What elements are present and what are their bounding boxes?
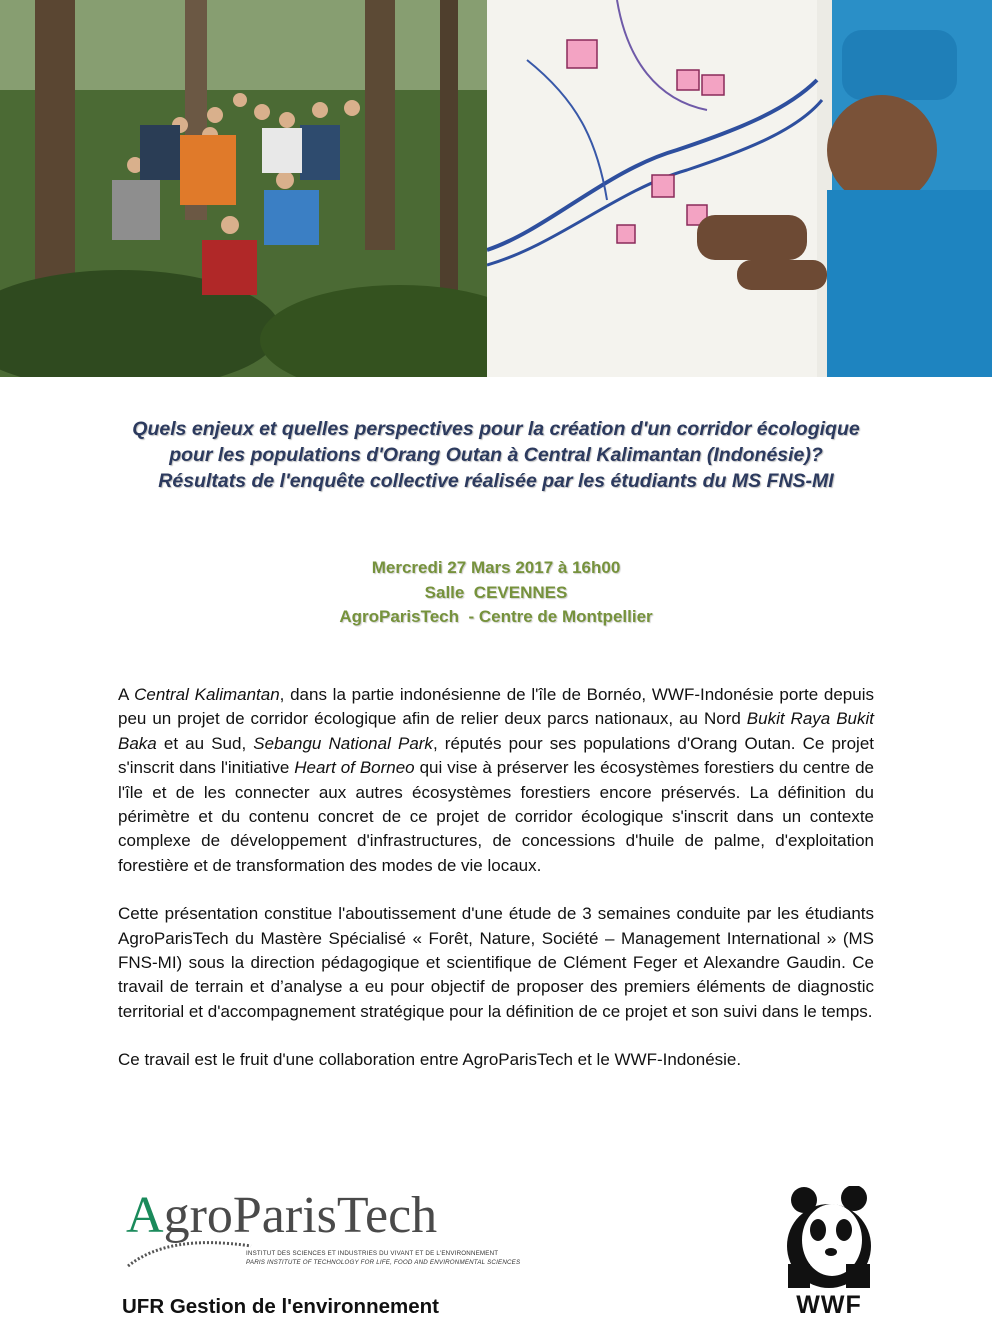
agroparistech-logo — [126, 1186, 521, 1276]
agro-wordmark-rest: groParisTech — [163, 1187, 438, 1244]
emphasis-heart-of-borneo: Heart of Borneo — [294, 758, 415, 778]
event-details — [60, 556, 932, 630]
title-line-2: pour les populations d'Orang Outan à Central Kalimantan (Indonésie)? — [169, 444, 823, 466]
title-line-3: Résultats de l'enquête collective réalisée par les étudiants du MS FNS-MI — [158, 470, 834, 492]
emphasis-central-kalimantan: Central Kalimantan — [134, 685, 280, 704]
paragraph-context-text: , réputés pour ses populations d'Orang Outan. Ce projet s'inscrit dans l'initiative — [118, 733, 875, 778]
paragraph-context-text: qui vise à préserver les écosystèmes forestiers du centre de l'île et de les connecter aux autres écosystèmes forestiers encore préservés. La définition du périmètre et du contenu concret de ce projet de corridor écologique s'inscrit dans un contexte complexe de développement d'infrastructures, de concessions d'huile de palme, d'exploitation forestière et de transformation des modes de vie locaux. — [118, 758, 874, 875]
presentation-title — [60, 416, 932, 494]
paragraph-context-text: , dans la partie indonésienne de l'île de Bornéo, WWF-Indonésie porte depuis peu un projet de corridor écologique afin de relier deux parcs nationaux, au Nord — [118, 685, 874, 729]
header-photos — [0, 0, 992, 377]
paragraph-context — [118, 683, 874, 878]
agro-subtitle-fr: INSTITUT DES SCIENCES ET INDUSTRIES DU VIVANT ET DE L'ENVIRONNEMENT — [246, 1250, 499, 1257]
agroparistech-wordmark — [126, 1186, 437, 1246]
title-line-1: Quels enjeux et quelles perspectives pour la création d'un corridor écologique — [132, 418, 860, 440]
panda-icon — [782, 1186, 876, 1290]
paragraph-collaboration: Ce travail est le fruit d'une collaboration entre AgroParisTech et le WWF-Indonésie. — [118, 1050, 742, 1070]
paragraph-context-text: A — [118, 685, 135, 704]
group-photo-forest — [0, 0, 487, 377]
event-room: Salle CEVENNES — [424, 582, 568, 602]
wwf-wordmark: WWF — [796, 1291, 862, 1319]
mapping-workshop-photo — [487, 0, 992, 377]
agro-subtitle-en: PARIS INSTITUTE OF TECHNOLOGY FOR LIFE, FOOD AND ENVIRONMENTAL SCIENCES — [246, 1259, 521, 1266]
event-date: Mercredi 27 Mars 2017 à 16h00 — [371, 558, 621, 577]
emphasis-bukit-raya: Bukit Raya Bukit Baka — [118, 709, 874, 753]
ufr-label: UFR Gestion de l'environnement — [122, 1295, 439, 1318]
paragraph-context-text: et au Sud, — [156, 733, 254, 753]
body-text — [118, 683, 874, 1097]
paragraph-study: Cette présentation constitue l'aboutissement d'une étude de 3 semaines conduite par les étudiants AgroParisTech du Mastère Spécialisé « Forêt, Nature, Société – Management International » (MS FNS-MI) sous la direction pédagogique et scientifique de Clément Feger et Alexandre Gaudin. Ce travail de terrain et d’analyse a eu pour objectif de proposer des premiers éléments de diagnostic territorial et d'accompagnement stratégique pour la définition de ce projet et son suivi dans le temps. — [118, 904, 874, 1021]
forest-illustration — [0, 0, 487, 377]
wwf-logo — [782, 1186, 876, 1320]
event-place: AgroParisTech - Centre de Montpellier — [339, 607, 653, 626]
emphasis-sebangu: Sebangu National Park — [253, 733, 433, 753]
participatory-map-illustration — [487, 0, 992, 377]
agro-letter-a: A — [126, 1187, 164, 1244]
